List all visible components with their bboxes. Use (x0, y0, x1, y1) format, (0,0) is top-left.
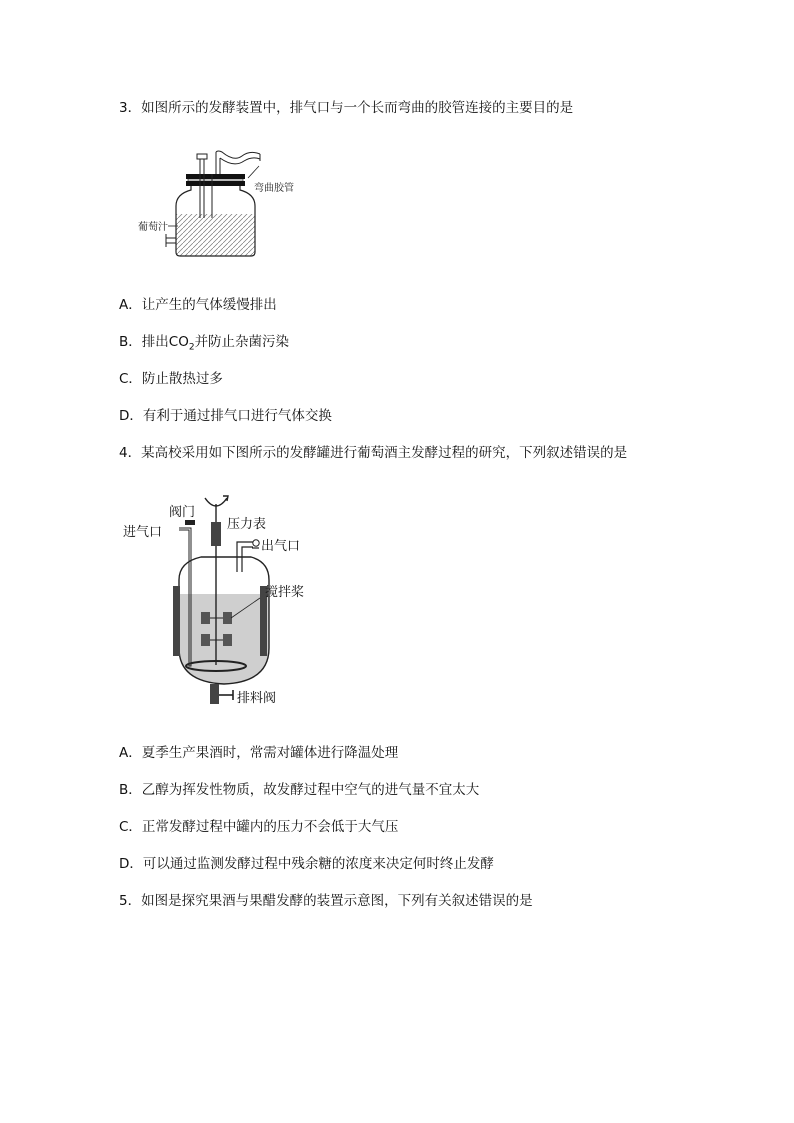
q5-stem: 5．如图是探究果酒与果醋发酵的装置示意图，下列有关叙述错误的是 (119, 893, 533, 909)
q3-option-b-text-1: B．排出CO (119, 334, 189, 350)
q3-option-b-subscript: 2 (188, 342, 195, 353)
q3-option-a: A．让产生的气体缓慢排出 (119, 297, 277, 313)
q4-option-d: D．可以通过监测发酵过程中残余糖的浓度来决定何时终止发酵 (119, 856, 494, 872)
q3-option-b (119, 333, 289, 357)
q3-stem: 3．如图所示的发酵装置中，排气口与一个长而弯曲的胶管连接的主要目的是 (119, 100, 574, 116)
q3-figure (138, 148, 298, 260)
fermentation-bottle-diagram (138, 148, 298, 260)
label-grape-juice: 葡萄汁 (138, 222, 168, 233)
q4-option-c: C．正常发酵过程中罐内的压力不会低于大气压 (119, 819, 399, 835)
label-air-outlet: 出气口 (261, 539, 301, 554)
q3-option-c: C．防止散热过多 (119, 371, 223, 387)
label-curved-tube: 弯曲胶管 (254, 183, 294, 194)
label-stirrer: 搅拌桨 (265, 585, 305, 600)
label-air-inlet: 进气口 (123, 525, 163, 540)
q3-option-d: D．有利于通过排气口进行气体交换 (119, 408, 332, 424)
q4-option-a: A．夏季生产果酒时，常需对罐体进行降温处理 (119, 745, 399, 761)
q4-figure (119, 490, 319, 712)
label-valve: 阀门 (169, 505, 196, 520)
fermenter-tank-diagram (119, 490, 319, 712)
label-pressure-gauge: 压力表 (227, 517, 267, 532)
label-drain-valve: 排料阀 (237, 691, 277, 706)
q4-option-b: B．乙醇为挥发性物质，故发酵过程中空气的进气量不宜太大 (119, 782, 480, 798)
q4-stem: 4．某高校采用如下图所示的发酵罐进行葡萄酒主发酵过程的研究，下列叙述错误的是 (119, 445, 628, 461)
q3-option-b-text-2: 并防止杂菌污染 (194, 334, 290, 350)
